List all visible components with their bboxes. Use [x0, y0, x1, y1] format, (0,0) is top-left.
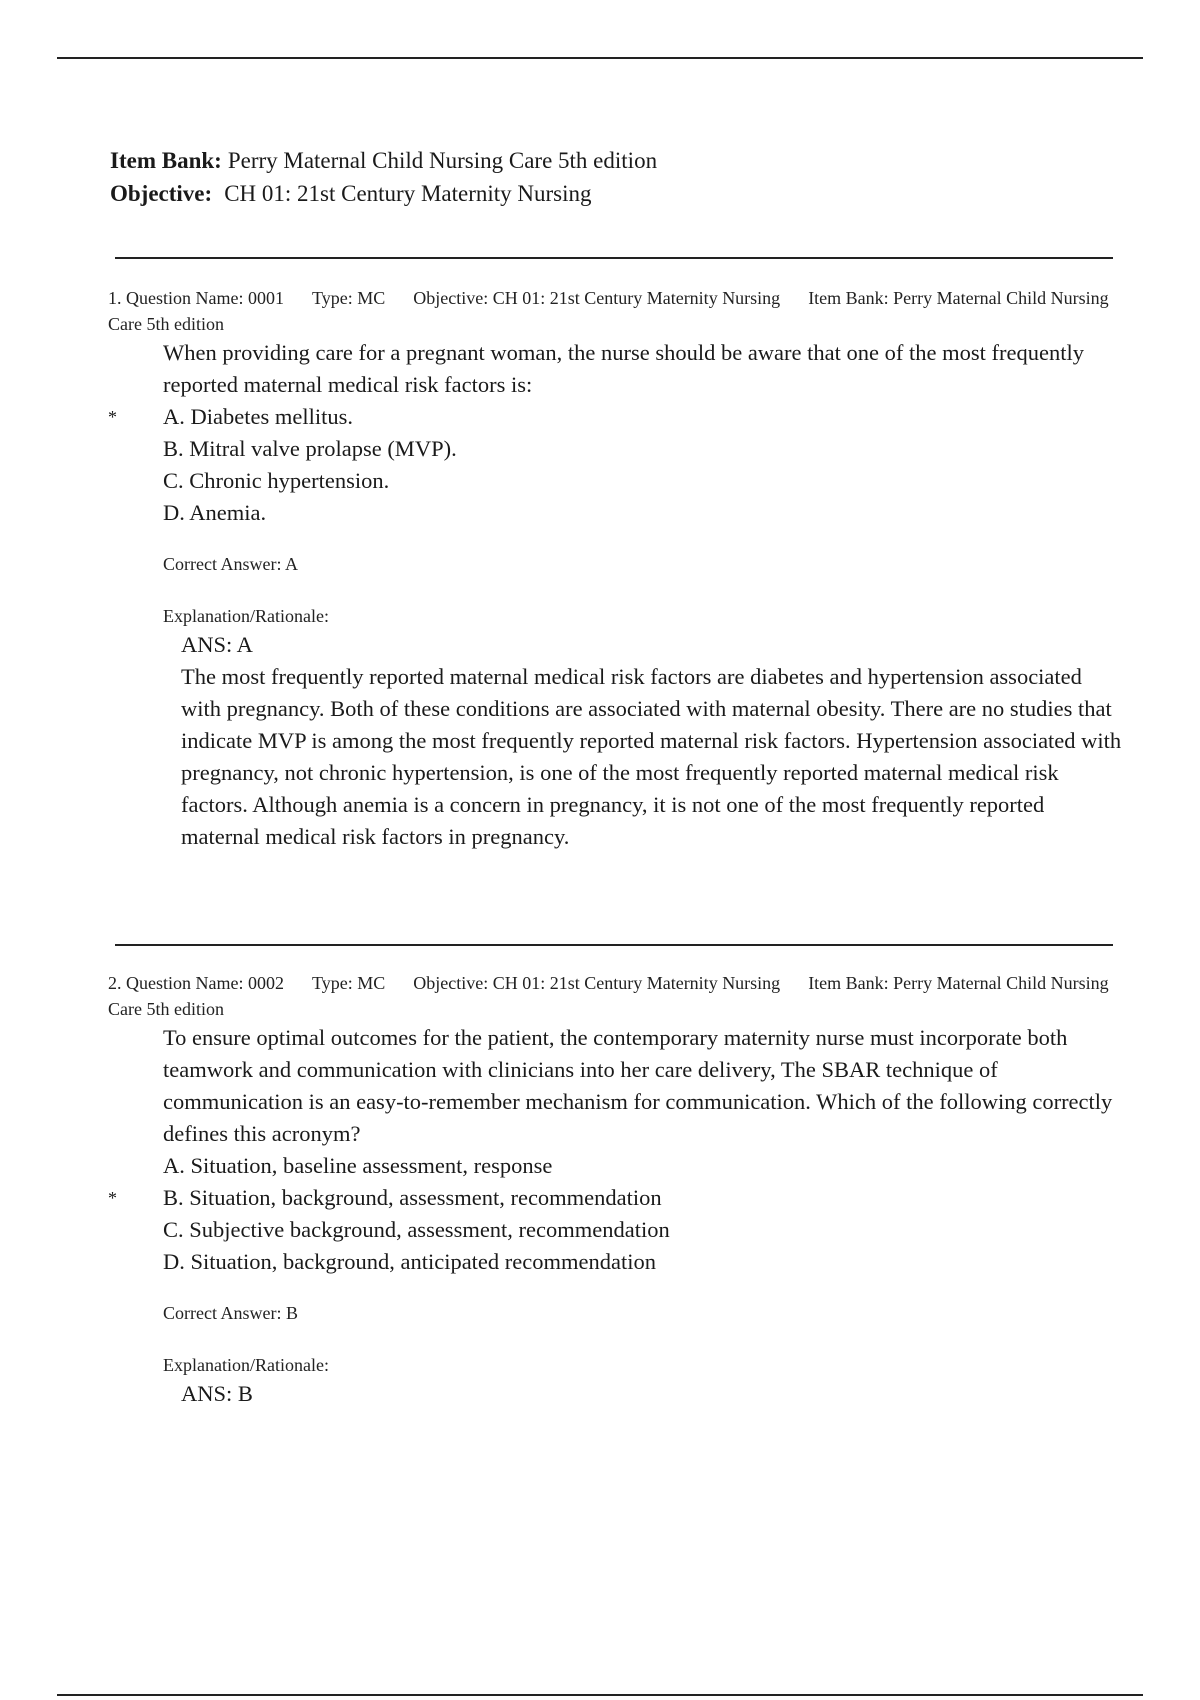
question-1-meta	[108, 285, 1118, 337]
correct-answer: Correct Answer: B	[163, 1303, 298, 1323]
question-2-meta	[108, 970, 1118, 1022]
option-d	[108, 497, 1118, 529]
question-item-bank: Item Bank: Perry Maternal Child Nursing Care 5th edition	[108, 973, 1109, 1019]
objective-line	[110, 177, 657, 210]
question-1-divider	[115, 257, 1113, 259]
correct-answer: Correct Answer: A	[163, 554, 298, 574]
answer-options	[108, 1150, 1118, 1278]
question-stem: To ensure optimal outcomes for the patient, the contemporary maternity nurse must incorporate both teamwork and communication with clinicians into her care delivery, The SBAR technique of communication is an easy-to-remember mechanism for communication. Which of the following correctly defines this acronym?	[163, 1025, 1113, 1146]
question-objective: Objective: CH 01: 21st Century Maternity Nursing	[413, 973, 781, 993]
option-text: C. Subjective background, assessment, recommendation	[163, 1217, 670, 1242]
option-c	[108, 1214, 1118, 1246]
option-text: D. Anemia.	[163, 500, 267, 525]
ans-line: ANS: A	[181, 632, 253, 657]
question-type: Type: MC	[311, 973, 386, 993]
item-bank-label: Item Bank:	[110, 148, 222, 173]
option-a	[108, 1150, 1118, 1182]
question-2	[108, 970, 1118, 1410]
question-objective: Objective: CH 01: 21st Century Maternity Nursing	[413, 288, 781, 308]
ans-line: ANS: B	[181, 1381, 253, 1406]
objective-value: CH 01: 21st Century Maternity Nursing	[224, 181, 592, 206]
question-1	[108, 285, 1122, 853]
option-text: C. Chronic hypertension.	[163, 468, 390, 493]
option-d	[108, 1246, 1118, 1278]
question-name: 1. Question Name: 0001	[108, 288, 284, 308]
question-item-bank: Item Bank: Perry Maternal Child Nursing Care 5th edition	[108, 288, 1109, 334]
top-rule	[57, 57, 1143, 59]
option-text: D. Situation, background, anticipated recommendation	[163, 1249, 656, 1274]
option-text: A. Diabetes mellitus.	[163, 404, 353, 429]
option-c	[108, 465, 1118, 497]
option-text: B. Mitral valve prolapse (MVP).	[163, 436, 457, 461]
item-bank-value: Perry Maternal Child Nursing Care 5th edition	[227, 148, 658, 173]
bottom-rule	[57, 1694, 1143, 1696]
option-a	[108, 401, 1118, 433]
rationale-text: The most frequently reported maternal medical risk factors are diabetes and hypertension associated with pregnancy. Both of these conditions are associated with maternal obesity. There are no studies that indicate MVP is among the most frequently reported maternal risk factors. Hypertension associated with pregnancy, not chronic hypertension, is one of the most frequently reported maternal medical risk factors. Although anemia is a concern in pregnancy, it is not one of the most frequently reported maternal medical risk factors in pregnancy.	[181, 664, 1122, 849]
question-2-divider	[115, 944, 1113, 946]
option-text: A. Situation, baseline assessment, response	[163, 1153, 553, 1178]
question-stem: When providing care for a pregnant woman, the nurse should be aware that one of the most frequently reported maternal medical risk factors is:	[163, 340, 1084, 397]
correct-marker: *	[108, 1188, 117, 1208]
question-type: Type: MC	[311, 288, 386, 308]
explanation-label: Explanation/Rationale:	[163, 1355, 329, 1375]
objective-label: Objective:	[110, 181, 213, 206]
answer-options	[108, 401, 1118, 529]
correct-marker: *	[108, 407, 117, 427]
option-b	[108, 1182, 1118, 1214]
item-bank-line	[110, 144, 657, 177]
question-name: 2. Question Name: 0002	[108, 973, 284, 993]
document-header	[110, 144, 657, 210]
option-text: B. Situation, background, assessment, recommendation	[163, 1185, 662, 1210]
explanation-label: Explanation/Rationale:	[163, 606, 329, 626]
option-b	[108, 433, 1118, 465]
